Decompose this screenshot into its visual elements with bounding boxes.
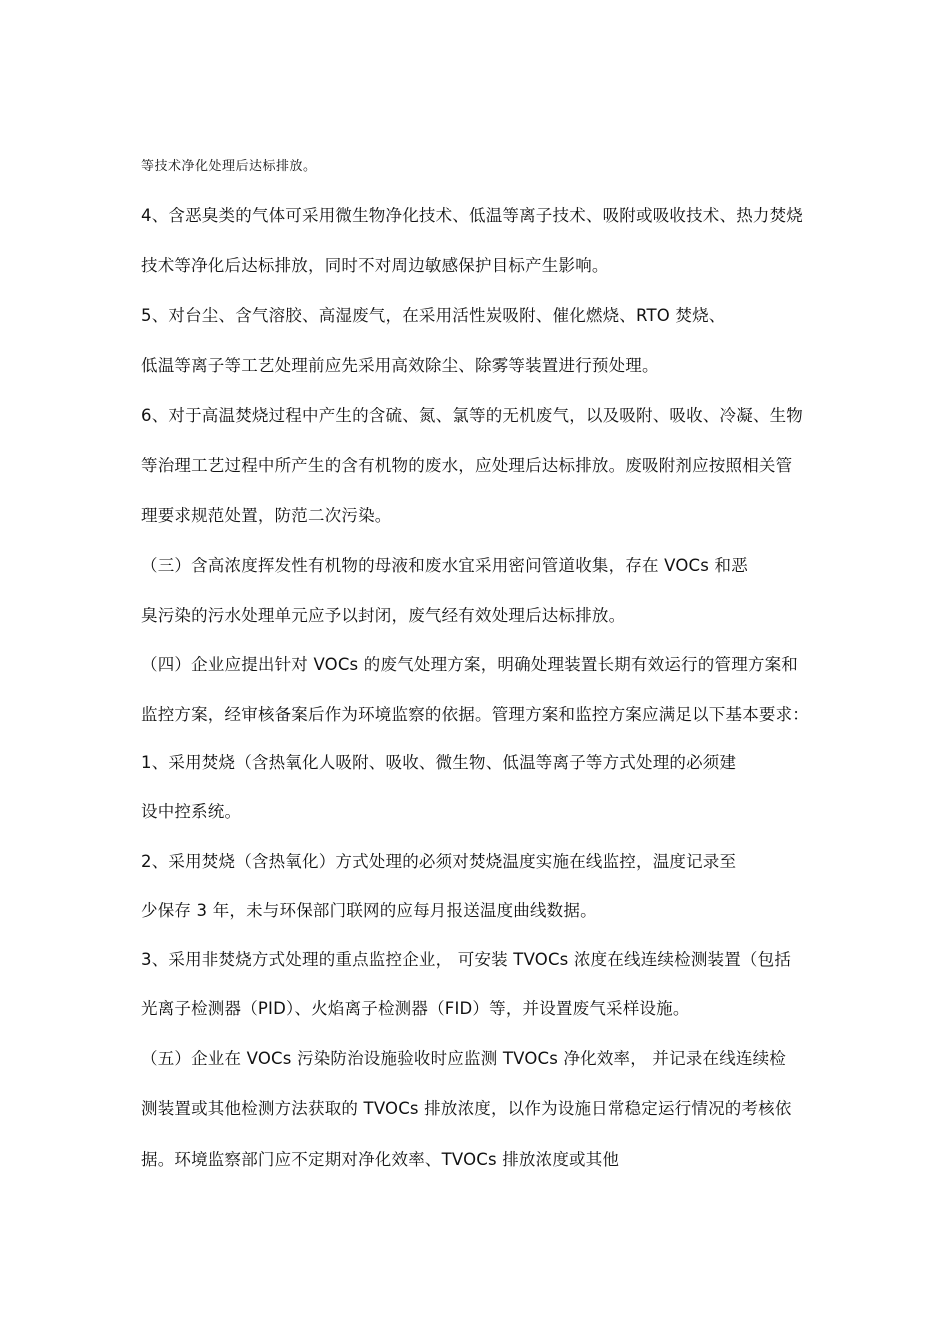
- text-line: 3、采用非焚烧方式处理的重点监控企业， 可安装 TVOCs 浓度在线连续检测装置（包括: [141, 950, 792, 969]
- text-line: 技术等净化后达标排放，同时不对周边敏感保护目标产生影响。: [141, 256, 609, 275]
- text-line: 光离子检测器（PID）、火焰离子检测器（FID）等，并设置废气采样设施。: [141, 999, 690, 1018]
- text-line: 低温等离子等工艺处理前应先采用高效除尘、除雾等装置进行预处理。: [141, 356, 659, 375]
- text-line: 4、含恶臭类的气体可采用微生物净化技术、低温等离子技术、吸附或吸收技术、热力焚烧: [141, 206, 803, 225]
- text-line: 等技术净化处理后达标排放。: [141, 159, 317, 174]
- text-line: 少保存 3 年，未与环保部门联网的应每月报送温度曲线数据。: [141, 901, 597, 920]
- text-line: 5、对台尘、含气溶胶、高湿废气，在采用活性炭吸附、催化燃烧、RTO 焚烧、: [141, 306, 726, 325]
- text-line: 设中控系统。: [141, 802, 242, 821]
- text-line: （四）企业应提出针对 VOCs 的废气处理方案，明确处理装置长期有效运行的管理方案和: [141, 655, 798, 674]
- text-line: 1、采用焚烧（含热氧化人吸附、吸收、微生物、低温等离子等方式处理的必须建: [141, 753, 737, 772]
- text-line: 等治理工艺过程中所产生的含有机物的废水，应处理后达标排放。废吸附剂应按照相关管: [141, 456, 793, 475]
- text-line: 据。环境监察部门应不定期对净化效率、TVOCs 排放浓度或其他: [141, 1150, 620, 1169]
- text-line: 监控方案，经审核备案后作为环境监察的依据。管理方案和监控方案应满足以下基本要求：: [141, 705, 809, 724]
- text-line: 2、采用焚烧（含热氧化）方式处理的必须对焚烧温度实施在线监控，温度记录至: [141, 852, 737, 871]
- text-line: 6、对于高温焚烧过程中产生的含硫、氮、氯等的无机废气，以及吸附、吸收、冷凝、生物: [141, 406, 803, 425]
- text-line: （五）企业在 VOCs 污染防治设施验收时应监测 TVOCs 净化效率， 并记录在线连续检: [141, 1049, 787, 1068]
- text-line: 测装置或其他检测方法获取的 TVOCs 排放浓度，以作为设施日常稳定运行情况的考核依: [141, 1099, 792, 1118]
- text-line: （三）含高浓度挥发性有机物的母液和废水宜采用密问管道收集，存在 VOCs 和恶: [141, 556, 748, 575]
- text-line: 臭污染的污水处理单元应予以封闭，废气经有效处理后达标排放。: [141, 606, 626, 625]
- text-line: 理要求规范处置，防范二次污染。: [141, 506, 392, 525]
